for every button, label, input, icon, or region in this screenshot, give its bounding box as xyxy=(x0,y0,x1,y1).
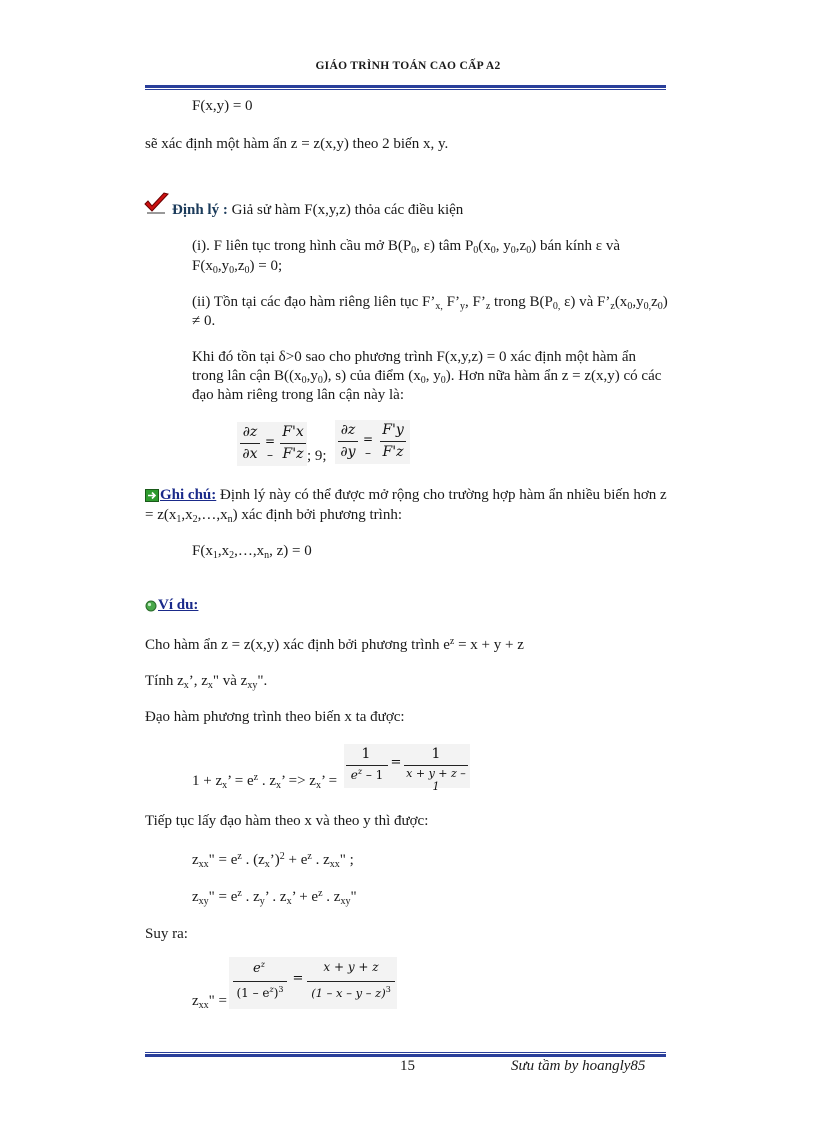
note-text: Định lý này có thể được mở rộng cho trường hợp hàm ẩn nhiều biến hơn z xyxy=(216,487,667,503)
example-para-1: Cho hàm ẩn z = z(x,y) xác định bởi phương trình $e^z = x + y + z$ xyxy=(145,636,524,653)
theorem-condition-2-line2: ≠ 0. xyxy=(192,313,216,329)
footer-rule xyxy=(145,1054,666,1057)
footer-rule-thin xyxy=(145,1052,666,1053)
formula-separator: ; 9; xyxy=(307,448,327,464)
theorem-intro: Giả sử hàm F(x,y,z) thỏa các điều kiện xyxy=(227,202,464,218)
note-heading xyxy=(160,487,667,504)
example-para-5: Suy ra: xyxy=(145,926,188,942)
intro-equation: F(x,y) = 0 xyxy=(192,98,253,114)
example-para-2: Tính $z_x$’, $z_x$" và $z_{xy}$". xyxy=(145,673,268,691)
formula-dz-dx: ∂z ∂x = – F'x F'z xyxy=(237,422,307,466)
note-equation: $F(x_1,x_2,\dots,x_n$, z) = 0 xyxy=(192,543,312,561)
page-header-title: GIÁO TRÌNH TOÁN CAO CẤP A2 xyxy=(315,60,501,72)
example-label: Ví du: xyxy=(158,597,199,613)
example-result-label: $z_{xx}$" = xyxy=(192,993,228,1011)
note-arrow-icon xyxy=(145,489,159,502)
theorem-heading xyxy=(172,202,463,219)
theorem-condition-1-line2: $F(x_0,y_0,z_0) = 0$; xyxy=(192,258,283,276)
intro-sentence: sẽ xác định một hàm ẩn z = z(x,y) theo 2 biến x, y. xyxy=(145,136,449,152)
example-zxy-line: $z_{xy}$" = $e^z$ . $z_y$’ . $z_x$’ + $e^z$ . $z_{xy}$" xyxy=(192,888,357,907)
note-line2: = $z(x_1,x_2,\dots,x_n)$ xác định bởi phương trình: xyxy=(145,507,403,525)
footer-credit: Sưu tầm by hoangly85 xyxy=(511,1058,646,1074)
theorem-conclusion-line1: Khi đó tồn tại δ>0 sao cho phương trình F(x,y,z) = 0 xác định một hàm ẩn xyxy=(192,349,637,365)
example-bullet-icon xyxy=(145,600,157,612)
header-rule-thin xyxy=(145,89,666,90)
theorem-label: Định lý : xyxy=(172,202,228,218)
example-para-3: Đạo hàm phương trình theo biến x ta được: xyxy=(145,709,405,725)
theorem-condition-1: (i). F liên tục trong hình cầu mở $B(P_0$, ε) tâm $P_0(x_0$, $y_0,z_0$) bán kính ε và xyxy=(192,238,620,256)
theorem-condition-2: (ii) Tồn tại các đạo hàm riêng liên tục $F’_{x,}$ $F’_y$, $F’_z$ trong $B(P_{0,}$ ε) và $F’_z(x_0,y_{0,}z_0)$ xyxy=(192,294,668,312)
page-number: 15 xyxy=(400,1058,415,1074)
example-derivative-line: $1 + z_x$’ = $e^z$ . $z_x$’ => $z_x$’ = xyxy=(192,772,338,791)
example-zxx-line: $z_{xx}$" = $e^z$ . $(z_x’)^2 + e^z$ . $z_{xx}$" ; xyxy=(192,851,354,870)
checkmark-icon xyxy=(143,191,171,215)
note-label: Ghi chú: xyxy=(160,487,217,503)
example-para-4: Tiếp tục lấy đạo hàm theo x và theo y thì được: xyxy=(145,813,429,829)
theorem-conclusion-line3: đạo hàm riêng trong lân cận này là: xyxy=(192,387,405,403)
header-rule xyxy=(145,85,666,88)
formula-dz-dy: ∂z ∂y = – F'y F'z xyxy=(335,420,410,464)
formula-zxx-result: $e^z$ $(1 - e^z)^3$ = x + y + z (1 – x – y – z)$^3$ xyxy=(229,957,397,1009)
theorem-conclusion-line2: trong lân cận $B((x_0,y_0)$, s) của điểm ($x_0$, $y_0$). Hơn nữa hàm ẩn z = z(x,y) có các xyxy=(192,368,662,386)
formula-zx-fraction: 1 $e^z - 1$ = 1 x + y + z – 1 xyxy=(344,744,470,788)
